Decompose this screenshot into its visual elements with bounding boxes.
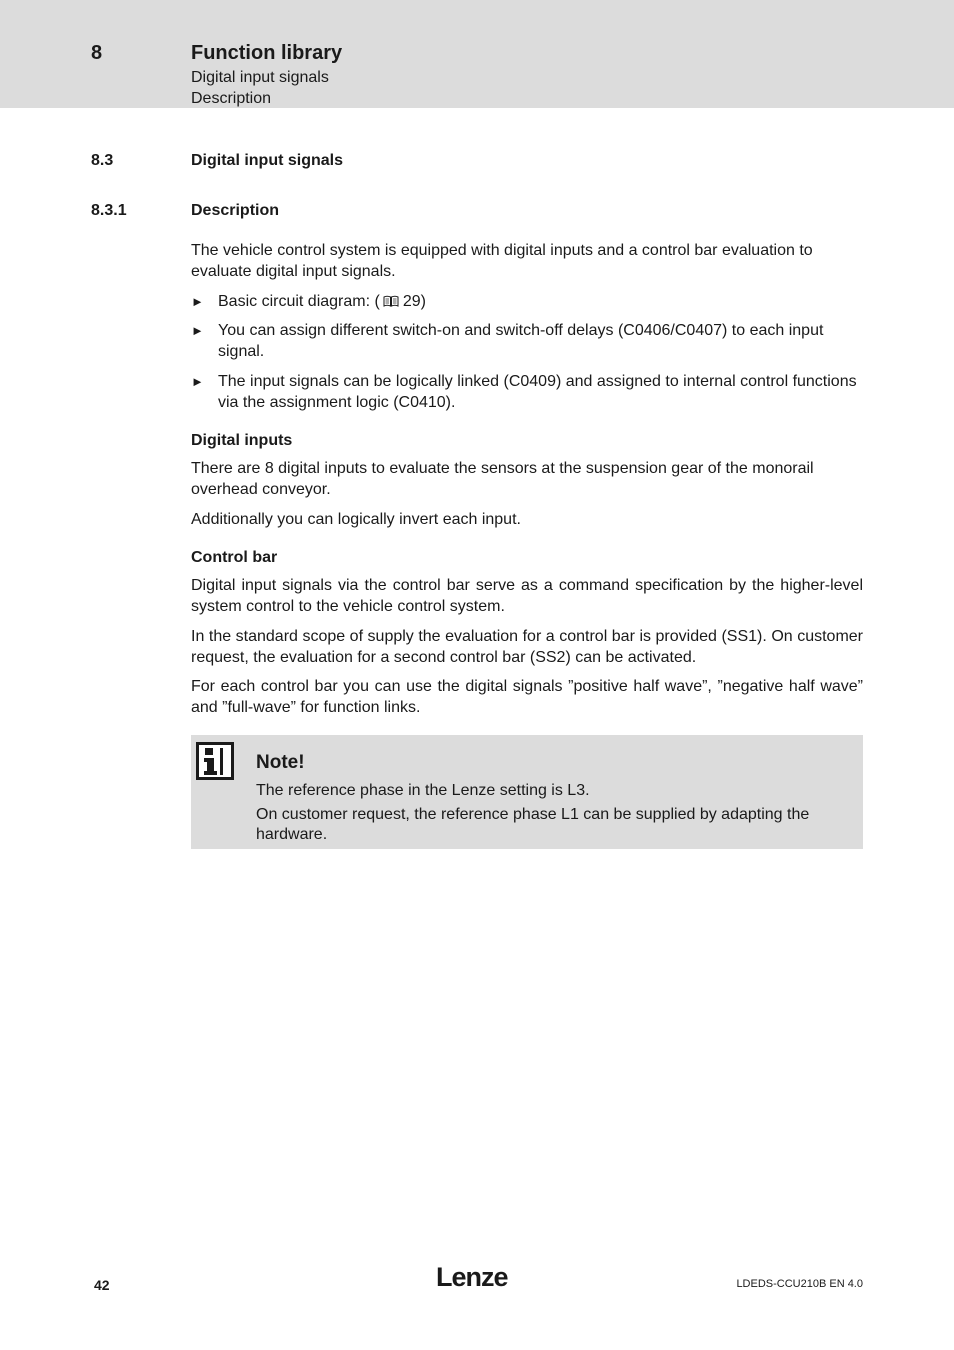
control-bar-heading: Control bar (191, 549, 278, 566)
info-icon (196, 742, 234, 785)
note-line-1: The reference phase in the Lenze setting is L3. (256, 782, 590, 799)
bullet-text-suffix: ) (420, 293, 426, 310)
header-subtitle-1: Digital input signals (191, 69, 329, 86)
header-subtitle-2: Description (191, 90, 272, 107)
control-bar-paragraph-1: Digital input signals via the control bar serve as a command specification by the higher-level system control to the vehicle control system. (191, 577, 863, 615)
book-reference-icon (383, 293, 399, 314)
bullet-text: The input signals can be logically linked (C0409) and assigned to internal control functions via the assignment logic (C0410). (218, 373, 857, 411)
subsection-title: Description (191, 202, 280, 219)
bullet-arrow-icon: ► (191, 323, 204, 338)
intro-paragraph: The vehicle control system is equipped with digital inputs and a control bar evaluation to evaluate digital input signals. (191, 242, 813, 280)
bullet-text: You can assign different switch-on and switch-off delays (C0406/C0407) to each input signal. (218, 322, 824, 360)
note-line-2: On customer request, the reference phase L1 can be supplied by adapting the hardware. (256, 806, 810, 843)
lenze-logo (436, 1262, 516, 1295)
page-reference-link[interactable]: 29 (402, 293, 421, 310)
chapter-number: 8 (91, 42, 103, 64)
section-number: 8.3 (91, 152, 114, 169)
control-bar-paragraph-2: In the standard scope of supply the evaluation for a control bar is provided (SS1). On customer request, the evaluation for a second control bar (SS2) can be activated. (191, 628, 863, 666)
digital-inputs-paragraph-2: Additionally you can logically invert each input. (191, 511, 521, 528)
svg-text:Lenze: Lenze (436, 1262, 508, 1290)
section-title: Digital input signals (191, 152, 344, 169)
bullet-arrow-icon: ► (191, 294, 204, 309)
header-band (0, 0, 954, 108)
chapter-title: Function library (191, 42, 343, 64)
note-box (191, 735, 863, 849)
document-id: LDEDS-CCU210B EN 4.0 (736, 1278, 863, 1290)
digital-inputs-paragraph-1: There are 8 digital inputs to evaluate the sensors at the suspension gear of the monorail overhead conveyor. (191, 460, 814, 498)
bullet-text-prefix: Basic circuit diagram: ( (218, 293, 380, 310)
subsection-number: 8.3.1 (91, 202, 127, 219)
bullet-arrow-icon: ► (191, 374, 204, 389)
note-title: Note! (256, 752, 305, 773)
page-number: 42 (94, 1277, 110, 1293)
digital-inputs-heading: Digital inputs (191, 432, 293, 449)
control-bar-paragraph-3: For each control bar you can use the digital signals ”positive half wave”, ”negative half wave” and ”full-wave” for function links. (191, 678, 863, 716)
